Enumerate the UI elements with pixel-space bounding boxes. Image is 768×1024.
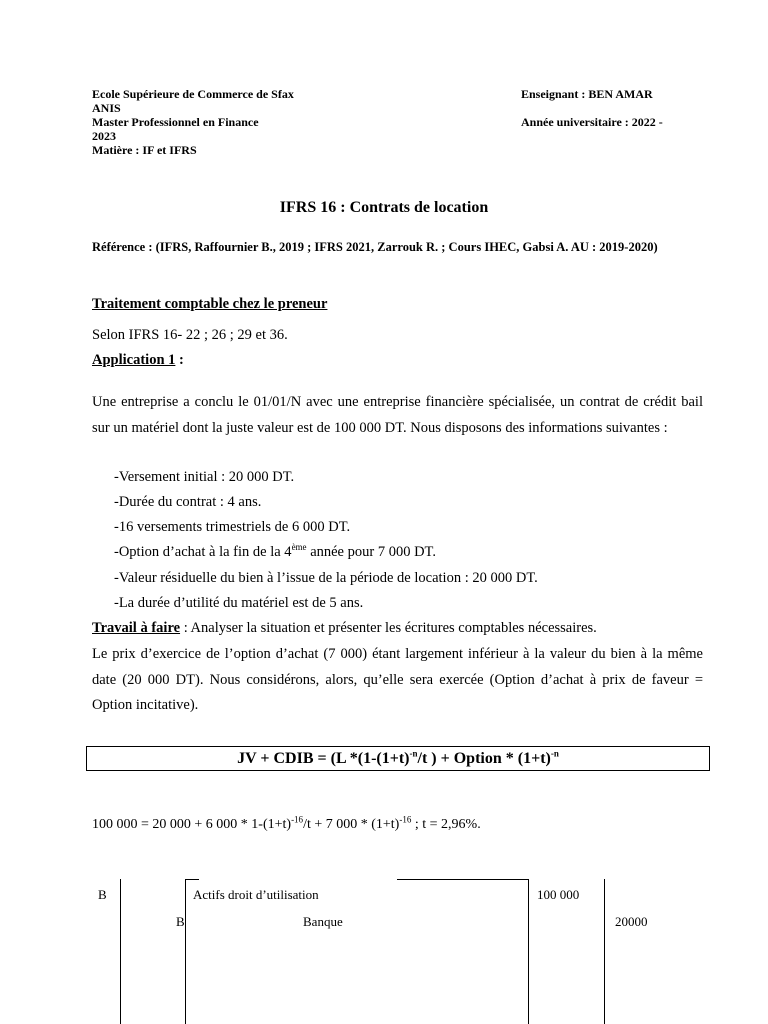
reference-text: Référence : (IFRS, Raffournier B., 2019 ; IFRS 2021, Zarrouk R. ; Cours IHEC, Gabsi A. AU : 2019-2020) bbox=[92, 240, 658, 254]
application-suffix: : bbox=[175, 352, 184, 368]
credit-marker: B bbox=[176, 914, 185, 929]
equation-part3: ; t = 2,96%. bbox=[411, 817, 481, 832]
equation-exponent-2: -16 bbox=[399, 814, 412, 825]
formula-box bbox=[86, 746, 710, 771]
list-item-purchase-option bbox=[114, 540, 436, 566]
section-heading: Traitement comptable chez le preneur bbox=[92, 296, 328, 312]
purchase-option-text: -Option d’achat à la fin de la 4 bbox=[114, 544, 292, 560]
journal-rule-left bbox=[120, 879, 121, 1024]
list-item-duration: -Durée du contrat : 4 ans. bbox=[114, 494, 262, 510]
journal-rule-account bbox=[185, 879, 186, 1024]
journal-rule-credit bbox=[604, 879, 605, 1024]
academic-year-label: Année universitaire : 2022 - bbox=[521, 115, 663, 129]
application-label: Application 1 bbox=[92, 352, 176, 368]
journal-rule-debit bbox=[528, 879, 529, 1024]
equation-part1: 100 000 = 20 000 + 6 000 * 1-(1+t) bbox=[92, 817, 292, 832]
teacher-name-continued: ANIS bbox=[92, 101, 121, 115]
list-item-initial-payment: -Versement initial : 20 000 DT. bbox=[114, 469, 295, 485]
journal-top-rule-left bbox=[185, 879, 199, 880]
credit-amount: 20000 bbox=[615, 914, 648, 929]
equation-exponent-1: -16 bbox=[291, 814, 304, 825]
intro-paragraph: Une entreprise a conclu le 01/01/N avec une entreprise financière spécialisée, un contrat de crédit bail sur un matériel dont la juste valeur est de 100 000 DT. Nous disposons des informations suivantes : bbox=[92, 394, 703, 436]
subject: Matière : IF et IFRS bbox=[92, 143, 197, 157]
selon-text: Selon IFRS 16- 22 ; 26 ; 29 et 36. bbox=[92, 327, 288, 343]
document-title: IFRS 16 : Contrats de location bbox=[279, 199, 489, 216]
academic-year-continued: 2023 bbox=[92, 129, 116, 143]
application-heading bbox=[92, 348, 184, 374]
program-name: Master Professionnel en Finance bbox=[92, 115, 259, 129]
travail-a-faire bbox=[92, 616, 597, 642]
travail-text: : Analyser la situation et présenter les écritures comptables nécessaires. bbox=[180, 620, 597, 636]
formula-exponent-2: -n bbox=[550, 748, 559, 759]
credit-account: Banque bbox=[303, 914, 343, 929]
rate-equation bbox=[92, 814, 481, 833]
debit-marker: B bbox=[98, 887, 107, 902]
purchase-option-text-end: année pour 7 000 DT. bbox=[306, 544, 436, 560]
teacher-label: Enseignant : BEN AMAR bbox=[521, 87, 653, 101]
ordinal-superscript: ème bbox=[291, 542, 307, 553]
list-item-residual-value: -Valeur résiduelle du bien à l’issue de la période de location : 20 000 DT. bbox=[114, 570, 538, 586]
debit-amount: 100 000 bbox=[537, 887, 580, 902]
equation-part2: /t + 7 000 * (1+t) bbox=[303, 817, 400, 832]
journal-top-rule-right bbox=[397, 879, 528, 880]
option-paragraph: Le prix d’exercice de l’option d’achat (7 000) étant largement inférieur à la valeur du bien à la même date (20 000 DT). Nous considérons, alors, qu’elle sera exercée (Option d’achat à prix de faveur = Option incitative). bbox=[92, 646, 703, 713]
formula-exponent-1: -n bbox=[409, 748, 418, 759]
debit-account: Actifs droit d’utilisation bbox=[193, 887, 319, 902]
list-item-quarterly-payments: -16 versements trimestriels de 6 000 DT. bbox=[114, 519, 351, 535]
list-item-useful-life: -La durée d’utilité du matériel est de 5 ans. bbox=[114, 595, 364, 611]
school-name: Ecole Supérieure de Commerce de Sfax bbox=[92, 87, 294, 101]
travail-label: Travail à faire bbox=[92, 620, 181, 636]
formula-part1: JV + CDIB = (L *(1-(1+t) bbox=[237, 750, 410, 767]
formula-part2: /t ) + Option * (1+t) bbox=[417, 750, 551, 767]
